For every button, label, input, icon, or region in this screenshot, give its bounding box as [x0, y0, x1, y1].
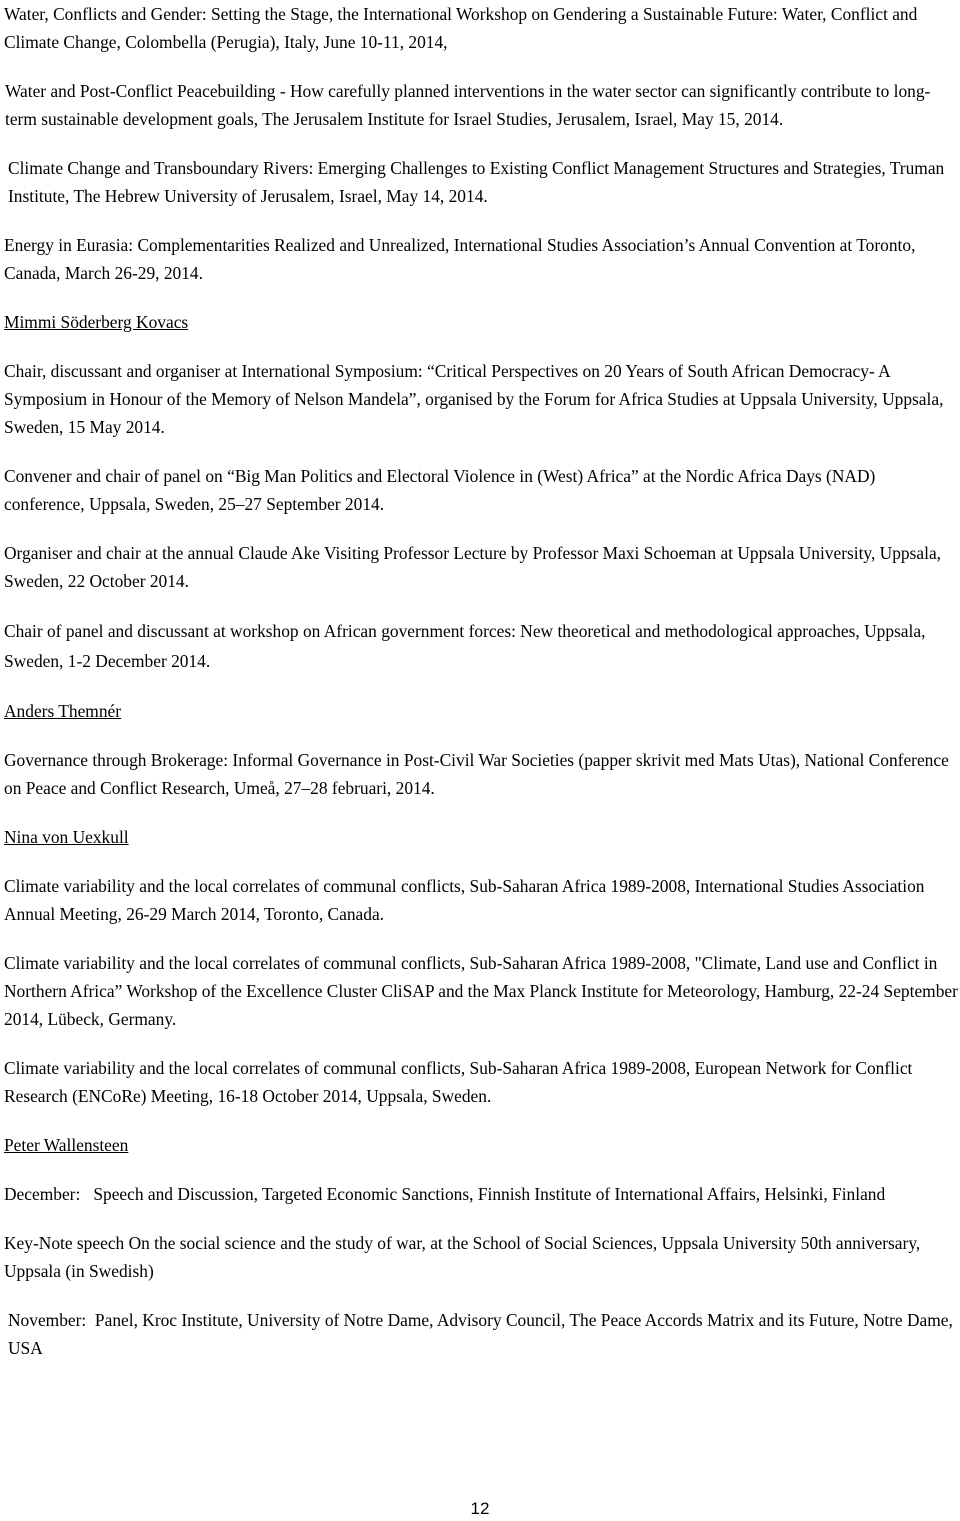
paragraph-energy-eurasia: Energy in Eurasia: Complementarities Realized and Unrealized, International Studies Association’s Annual Convention at Toronto, Canada, March 26-29, 2014.	[4, 235, 916, 283]
section-heading-kovacs: Mimmi Söderberg Kovacs	[4, 312, 189, 332]
list-item: Chair, discussant and organiser at International Symposium: “Critical Perspectives on 20 Years of South African Democracy- A Symposium in Honour of the Memory of Nelson Mandela”, organised by the Forum for Africa Studies at Uppsala University, Uppsala, Sweden, 15 May 2014.	[4, 361, 944, 437]
list-item: Organiser and chair at the annual Claude Ake Visiting Professor Lecture by Professor Maxi Schoeman at Uppsala University, Uppsala, Sweden, 22 October 2014.	[4, 543, 942, 591]
list-item: Chair of panel and discussant at workshop on African government forces: New theoretical and methodological approaches, Uppsala, Sweden, 1-2 December 2014.	[4, 621, 926, 671]
paragraph-water-conflicts-gender: Water, Conflicts and Gender: Setting the Stage, the International Workshop on Gendering a Sustainable Future: Water, Conflict and Climate Change, Colombella (Perugia), Italy, June 10-11, 2014,	[4, 4, 918, 52]
list-item: Climate variability and the local correlates of communal conflicts, Sub-Saharan Africa 1989-2008, European Network for Conflict Research (ENCoRe) Meeting, 16-18 October 2014, Uppsala, Sweden.	[4, 1058, 913, 1106]
section-heading-uexkull: Nina von Uexkull	[4, 827, 129, 847]
list-item: Key-Note speech On the social science and the study of war, at the School of Social Sciences, Uppsala University 50th anniversary, Uppsala (in Swedish)	[4, 1233, 921, 1281]
section-heading-wallensteen: Peter Wallensteen	[4, 1135, 129, 1155]
list-item: Climate variability and the local correlates of communal conflicts, Sub-Saharan Africa 1989-2008, "Climate, Land use and Conflict in Northern Africa” Workshop of the Excellence Cluster CliSAP and the Max Planck Institute for Meteorology, Hamburg, 22-24 September 2014, Lübeck, Germany.	[4, 953, 958, 1029]
document-page	[4, 0, 959, 1383]
list-item: November: Panel, Kroc Institute, University of Notre Dame, Advisory Council, The Peace Accords Matrix and its Future, Notre Dame, USA	[8, 1310, 958, 1358]
paragraph-climate-transboundary-rivers: Climate Change and Transboundary Rivers: Emerging Challenges to Existing Conflict Management Structures and Strategies, Truman Institute, The Hebrew University of Jerusalem, Israel, May 14, 2014.	[8, 158, 945, 206]
page-number: 12	[470, 1499, 490, 1518]
section-heading-themner: Anders Themnér	[4, 701, 122, 721]
list-item: Convener and chair of panel on “Big Man Politics and Electoral Violence in (West) Africa” at the Nordic Africa Days (NAD) conference, Uppsala, Sweden, 25–27 September 2014.	[4, 466, 876, 514]
paragraph-water-post-conflict: Water and Post-Conflict Peacebuilding - How carefully planned interventions in the water sector can significantly contribute to long-term sustainable development goals, The Jerusalem Institute for Israel Studies, Jerusalem, Israel, May 15, 2014.	[5, 81, 931, 129]
list-item: December: Speech and Discussion, Targeted Economic Sanctions, Finnish Institute of International Affairs, Helsinki, Finland	[4, 1184, 886, 1204]
list-item: Climate variability and the local correlates of communal conflicts, Sub-Saharan Africa 1989-2008, International Studies Association Annual Meeting, 26-29 March 2014, Toronto, Canada.	[4, 876, 925, 924]
list-item: Governance through Brokerage: Informal Governance in Post-Civil War Societies (papper skrivit med Mats Utas), National Conference on Peace and Conflict Research, Umeå, 27–28 februari, 2014.	[4, 750, 949, 798]
